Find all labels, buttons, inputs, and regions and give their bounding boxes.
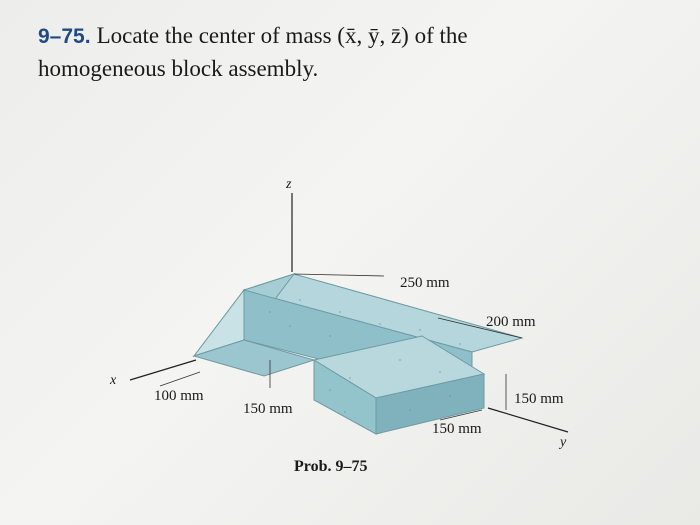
problem-number: 9–75. [38, 25, 91, 48]
x-axis-label: x [110, 373, 117, 388]
dim-250-leader [294, 274, 384, 276]
problem-text-1: Locate the center of mass (x̄, ȳ, z̄) of the [96, 23, 468, 48]
dim-150-left-label: 150 mm [243, 401, 293, 417]
figure-caption: Prob. 9–75 [294, 458, 368, 475]
problem-text-2: homogeneous block assembly. [38, 56, 319, 81]
y-axis-label: y [560, 435, 567, 450]
dim-250-label: 250 mm [400, 275, 450, 291]
dim-150-right-label: 150 mm [514, 391, 564, 407]
dim-200-label: 200 mm [486, 314, 536, 330]
dim-100-leader [160, 372, 200, 386]
z-axis-label: z [286, 177, 292, 192]
dim-150-bottom-label: 150 mm [432, 421, 482, 437]
y-axis [488, 408, 568, 432]
dim-100-label: 100 mm [154, 388, 204, 404]
